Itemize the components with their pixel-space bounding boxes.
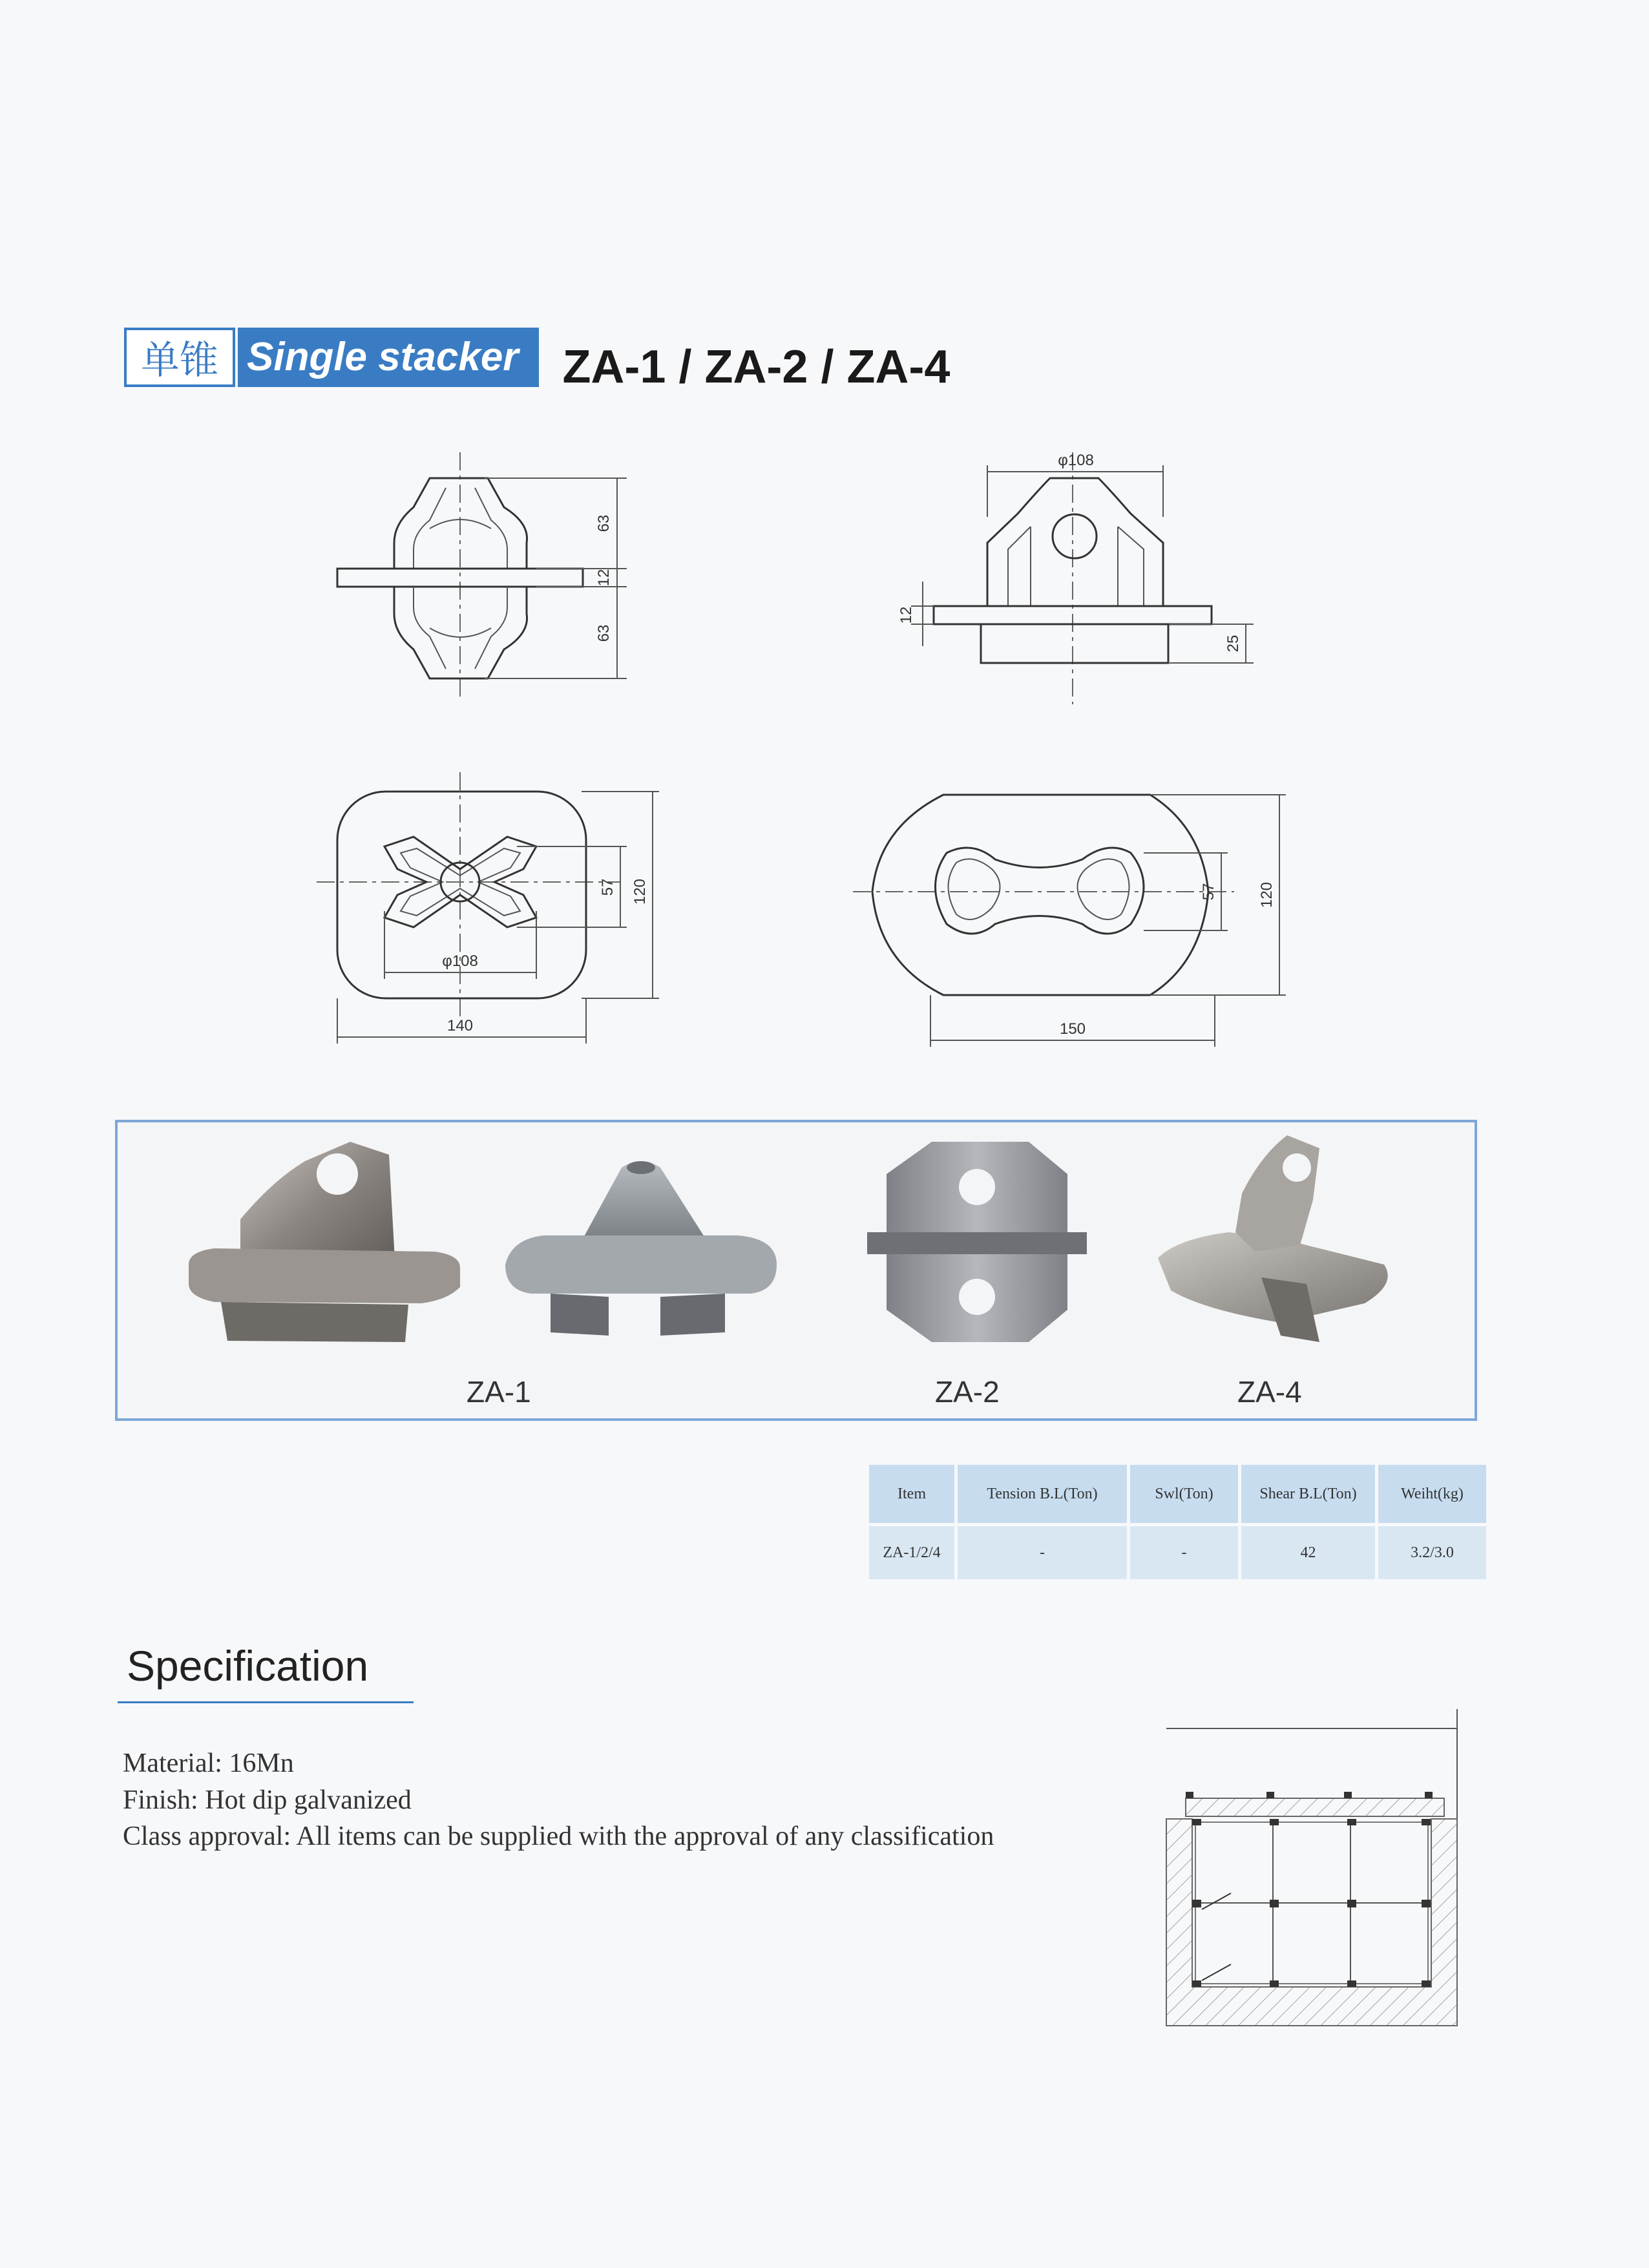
za1-side-drawing [323,452,685,698]
za1-photo [176,1135,486,1349]
za2-photo [861,1135,1093,1355]
table-header-cell: Shear B.L(Ton) [1241,1465,1375,1523]
spec-finish: Finish: Hot dip galvanized [123,1785,412,1815]
za2-top-drawing [859,788,1312,1073]
dim-label: 12 [595,569,613,587]
english-label: Single stacker [238,328,539,387]
spec-material: Material: 16Mn [123,1748,294,1778]
table-cell: 42 [1241,1526,1375,1579]
table-header-cell: Weiht(kg) [1378,1465,1486,1523]
photo-label: ZA-1 [467,1375,531,1409]
table-cell: - [958,1526,1127,1579]
dim-label: 150 [1059,1020,1086,1038]
table-header-cell: Item [869,1465,954,1523]
table-header-cell: Swl(Ton) [1130,1465,1238,1523]
chinese-label: 单锥 [124,328,235,387]
za4-photo [1151,1129,1410,1355]
table-row [869,1526,1486,1579]
specification-heading: Specification [127,1642,369,1690]
table-cell: ZA-1/2/4 [869,1526,954,1579]
dim-label: φ108 [442,952,478,970]
dim-label: 25 [1224,635,1242,653]
za2-side-drawing [885,426,1286,685]
za1-cone-photo [492,1142,790,1349]
spec-class-approval: Class approval: All items can be supplied with the approval of any classification [123,1822,994,1851]
dim-label: 12 [898,606,915,624]
dim-label: 120 [1258,881,1276,908]
table-cell: - [1130,1526,1238,1579]
title-bar [124,326,951,393]
dim-label: 57 [1200,883,1217,901]
stowage-diagram [1160,1709,1457,2032]
dim-label: 63 [595,624,613,642]
heading-underline [118,1701,414,1703]
spec-table [866,1462,1489,1582]
dim-label: φ108 [1058,452,1094,469]
photo-label: ZA-2 [935,1375,1000,1409]
photo-label: ZA-4 [1237,1375,1302,1409]
table-cell: 3.2/3.0 [1378,1526,1486,1579]
table-header-row [869,1465,1486,1523]
model-title: ZA-1 / ZA-2 / ZA-4 [562,341,951,393]
dim-label: 120 [631,878,649,905]
za1-top-drawing [323,772,685,1056]
table-header-cell: Tension B.L(Ton) [958,1465,1127,1523]
product-photo-panel [115,1120,1477,1421]
dim-label: 140 [446,1017,474,1034]
dim-label: 63 [595,514,613,532]
dim-label: 57 [599,878,616,896]
